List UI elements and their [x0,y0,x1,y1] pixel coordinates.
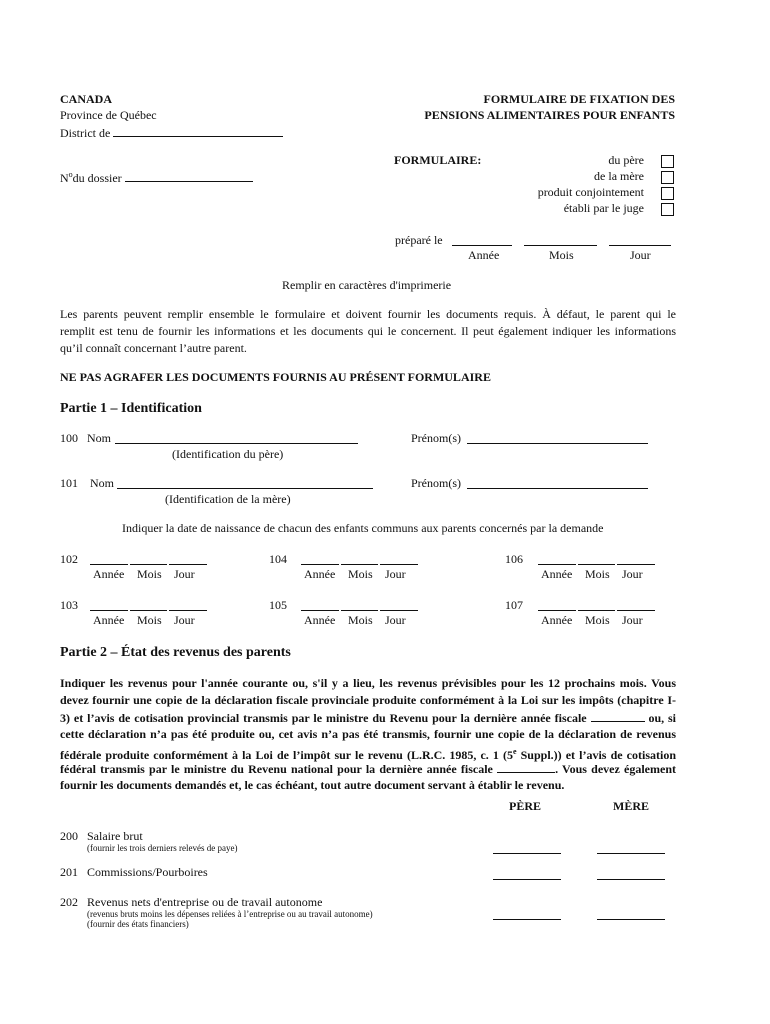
child-105-annee-label: Année [304,613,336,627]
row201-code: 201 [60,865,78,879]
child-102-mois-label: Mois [137,567,162,581]
country-label: CANADA [60,92,112,106]
p2-line-5: fédérale produite conformément à la Loi de l’impôt sur le revenu (L.R.C. 1985, c. 1 (5e Suppl.)) et l’avis de cotisation [60,747,676,762]
row100-code: 100 [60,431,78,445]
option-mere-label: de la mère [594,169,644,183]
prepare-annee-input[interactable] [452,233,512,246]
child-102-annee-input[interactable] [90,552,128,565]
row100-prenom-label: Prénom(s) [411,431,461,445]
child-106-annee-label: Année [541,567,573,581]
row200-note: (fournir les trois derniers relevés de paye) [87,843,238,853]
child-106-mois-label: Mois [585,567,610,581]
row100-sub: (Identification du père) [172,447,284,461]
child-104-jour-input[interactable] [380,552,418,565]
child-103-annee-input[interactable] [90,598,128,611]
child-102-mois-input[interactable] [130,552,167,565]
child-104-code: 104 [269,552,287,566]
intro-line-1: Les parents peuvent remplir ensemble le formulaire et doivent fournir les documents requis. À défaut, le parent qui le [60,307,676,321]
child-107-code: 107 [505,598,523,612]
p2-line-4: cette déclaration n’a pas été produite ou, cet avis n’a pas été transmis, fournir une copie de la déclaration de revenus [60,727,676,741]
row202-note-1: (revenus bruts moins les dépenses reliées à l’entreprise ou au travail autonome) [87,909,373,919]
row200-mere-input[interactable] [597,841,665,854]
print-instruction: Remplir en caractères d'imprimerie [282,278,452,292]
p2-line-7: fournir les documents demandés et, le cas échéant, tout autre document servant à établir le revenu. [60,778,565,792]
prepare-mois-input[interactable] [524,233,597,246]
child-103-mois-input[interactable] [130,598,167,611]
row202-note-2: (fournir des états financiers) [87,919,189,929]
pere-nom-input[interactable] [115,431,358,444]
option-conjoint-checkbox[interactable] [661,187,674,200]
col-pere-header: PÈRE [509,799,542,813]
child-104-annee-input[interactable] [301,552,339,565]
child-106-mois-input[interactable] [578,552,615,565]
option-juge-label: établi par le juge [563,201,644,215]
intro-line-3: qu’il connaît concernant l’autre parent. [60,341,247,355]
row100-nom-label: Nom [87,431,111,445]
dossier-field[interactable] [60,169,253,186]
child-107-jour-input[interactable] [617,598,655,611]
child-107-mois-input[interactable] [578,598,615,611]
option-juge-checkbox[interactable] [661,203,674,216]
row101-code: 101 [60,476,78,490]
children-instruction: Indiquer la date de naissance de chacun des enfants communs aux parents concernés par la demande [122,521,604,535]
option-pere-checkbox[interactable] [661,155,674,168]
row201-pere-input[interactable] [493,867,561,880]
child-104-mois-label: Mois [348,567,373,581]
option-mere-checkbox[interactable] [661,171,674,184]
mere-prenom-input[interactable] [467,476,648,489]
option-pere-label: du père [608,153,644,167]
child-106-jour-input[interactable] [617,552,655,565]
child-102-jour-label: Jour [174,567,195,581]
child-105-annee-input[interactable] [301,598,339,611]
child-102-code: 102 [60,552,78,566]
child-105-code: 105 [269,598,287,612]
child-105-jour-label: Jour [385,613,406,627]
child-107-annee-label: Année [541,613,573,627]
p2-line-6: fédéral transmis par le ministre du Revenu national pour la dernière année fiscale . Vous devez également [60,762,676,776]
row101-nom-label: Nom [90,476,114,490]
no-staple-warning: NE PAS AGRAFER LES DOCUMENTS FOURNIS AU PRÉSENT FORMULAIRE [60,370,491,384]
row101-prenom-label: Prénom(s) [411,476,461,490]
row201-label: Commissions/Pourboires [87,865,208,879]
district-label: District de [60,126,111,140]
row200-code: 200 [60,829,78,843]
prepare-jour-label: Jour [630,248,651,262]
child-106-annee-input[interactable] [538,552,576,565]
row200-label: Salaire brut [87,829,143,843]
intro-line-2: remplit est tenu de fournir les informations et les documents qui le concernent. Il peut également indiquer les informations [60,324,676,338]
annee-fiscale-provinciale-input[interactable] [591,709,645,722]
form-title-line1: FORMULAIRE DE FIXATION DES [483,92,675,106]
dossier-input[interactable] [125,169,253,182]
row202-code: 202 [60,895,78,909]
prepare-jour-input[interactable] [609,233,671,246]
child-107-jour-label: Jour [622,613,643,627]
child-106-code: 106 [505,552,523,566]
annee-fiscale-federale-input[interactable] [497,760,555,773]
child-103-jour-label: Jour [174,613,195,627]
child-102-jour-input[interactable] [169,552,207,565]
row101-sub: (Identification de la mère) [165,492,291,506]
col-mere-header: MÈRE [613,799,649,813]
child-104-mois-input[interactable] [341,552,378,565]
p2-line-1: Indiquer les revenus pour l'année courante ou, s'il y a lieu, les revenus prévisibles pour les 12 prochains mois. Vous [60,676,676,690]
child-102-annee-label: Année [93,567,125,581]
prepare-mois-label: Mois [549,248,574,262]
child-103-mois-label: Mois [137,613,162,627]
partie1-title: Partie 1 – Identification [60,401,202,416]
child-106-jour-label: Jour [622,567,643,581]
child-104-jour-label: Jour [385,567,406,581]
district-input[interactable] [113,124,283,137]
p2-line-2: devez fournir une copie de la déclaration fiscale provinciale produite conformément à la Loi sur les impôts (chapitre I- [60,693,676,707]
pere-prenom-input[interactable] [467,431,648,444]
child-105-mois-label: Mois [348,613,373,627]
dossier-label: du dossier [72,171,122,185]
formulaire-label: FORMULAIRE: [394,153,482,167]
row201-mere-input[interactable] [597,867,665,880]
row200-pere-input[interactable] [493,841,561,854]
child-103-code: 103 [60,598,78,612]
partie2-title: Partie 2 – État des revenus des parents [60,645,291,660]
child-105-mois-input[interactable] [341,598,378,611]
form-title-line2: PENSIONS ALIMENTAIRES POUR ENFANTS [424,108,675,122]
option-conjoint-label: produit conjointement [537,185,644,199]
row202-pere-input[interactable] [493,907,561,920]
dossier-label-o: o [68,170,73,179]
child-104-annee-label: Année [304,567,336,581]
prepare-label: préparé le [395,233,443,247]
mere-nom-input[interactable] [117,476,373,489]
district-field[interactable] [60,124,283,141]
row202-label: Revenus nets d'entreprise ou de travail autonome [87,895,323,909]
prepare-annee-label: Année [468,248,500,262]
child-103-annee-label: Année [93,613,125,627]
province-label: Province de Québec [60,108,157,122]
row202-mere-input[interactable] [597,907,665,920]
child-107-mois-label: Mois [585,613,610,627]
child-103-jour-input[interactable] [169,598,207,611]
child-107-annee-input[interactable] [538,598,576,611]
p2-line-3: 3) et l’avis de cotisation provincial transmis par le ministre du Revenu pour la dernière année fiscale ou, si [60,711,677,725]
child-105-jour-input[interactable] [380,598,418,611]
dossier-label-n: N [60,171,69,185]
